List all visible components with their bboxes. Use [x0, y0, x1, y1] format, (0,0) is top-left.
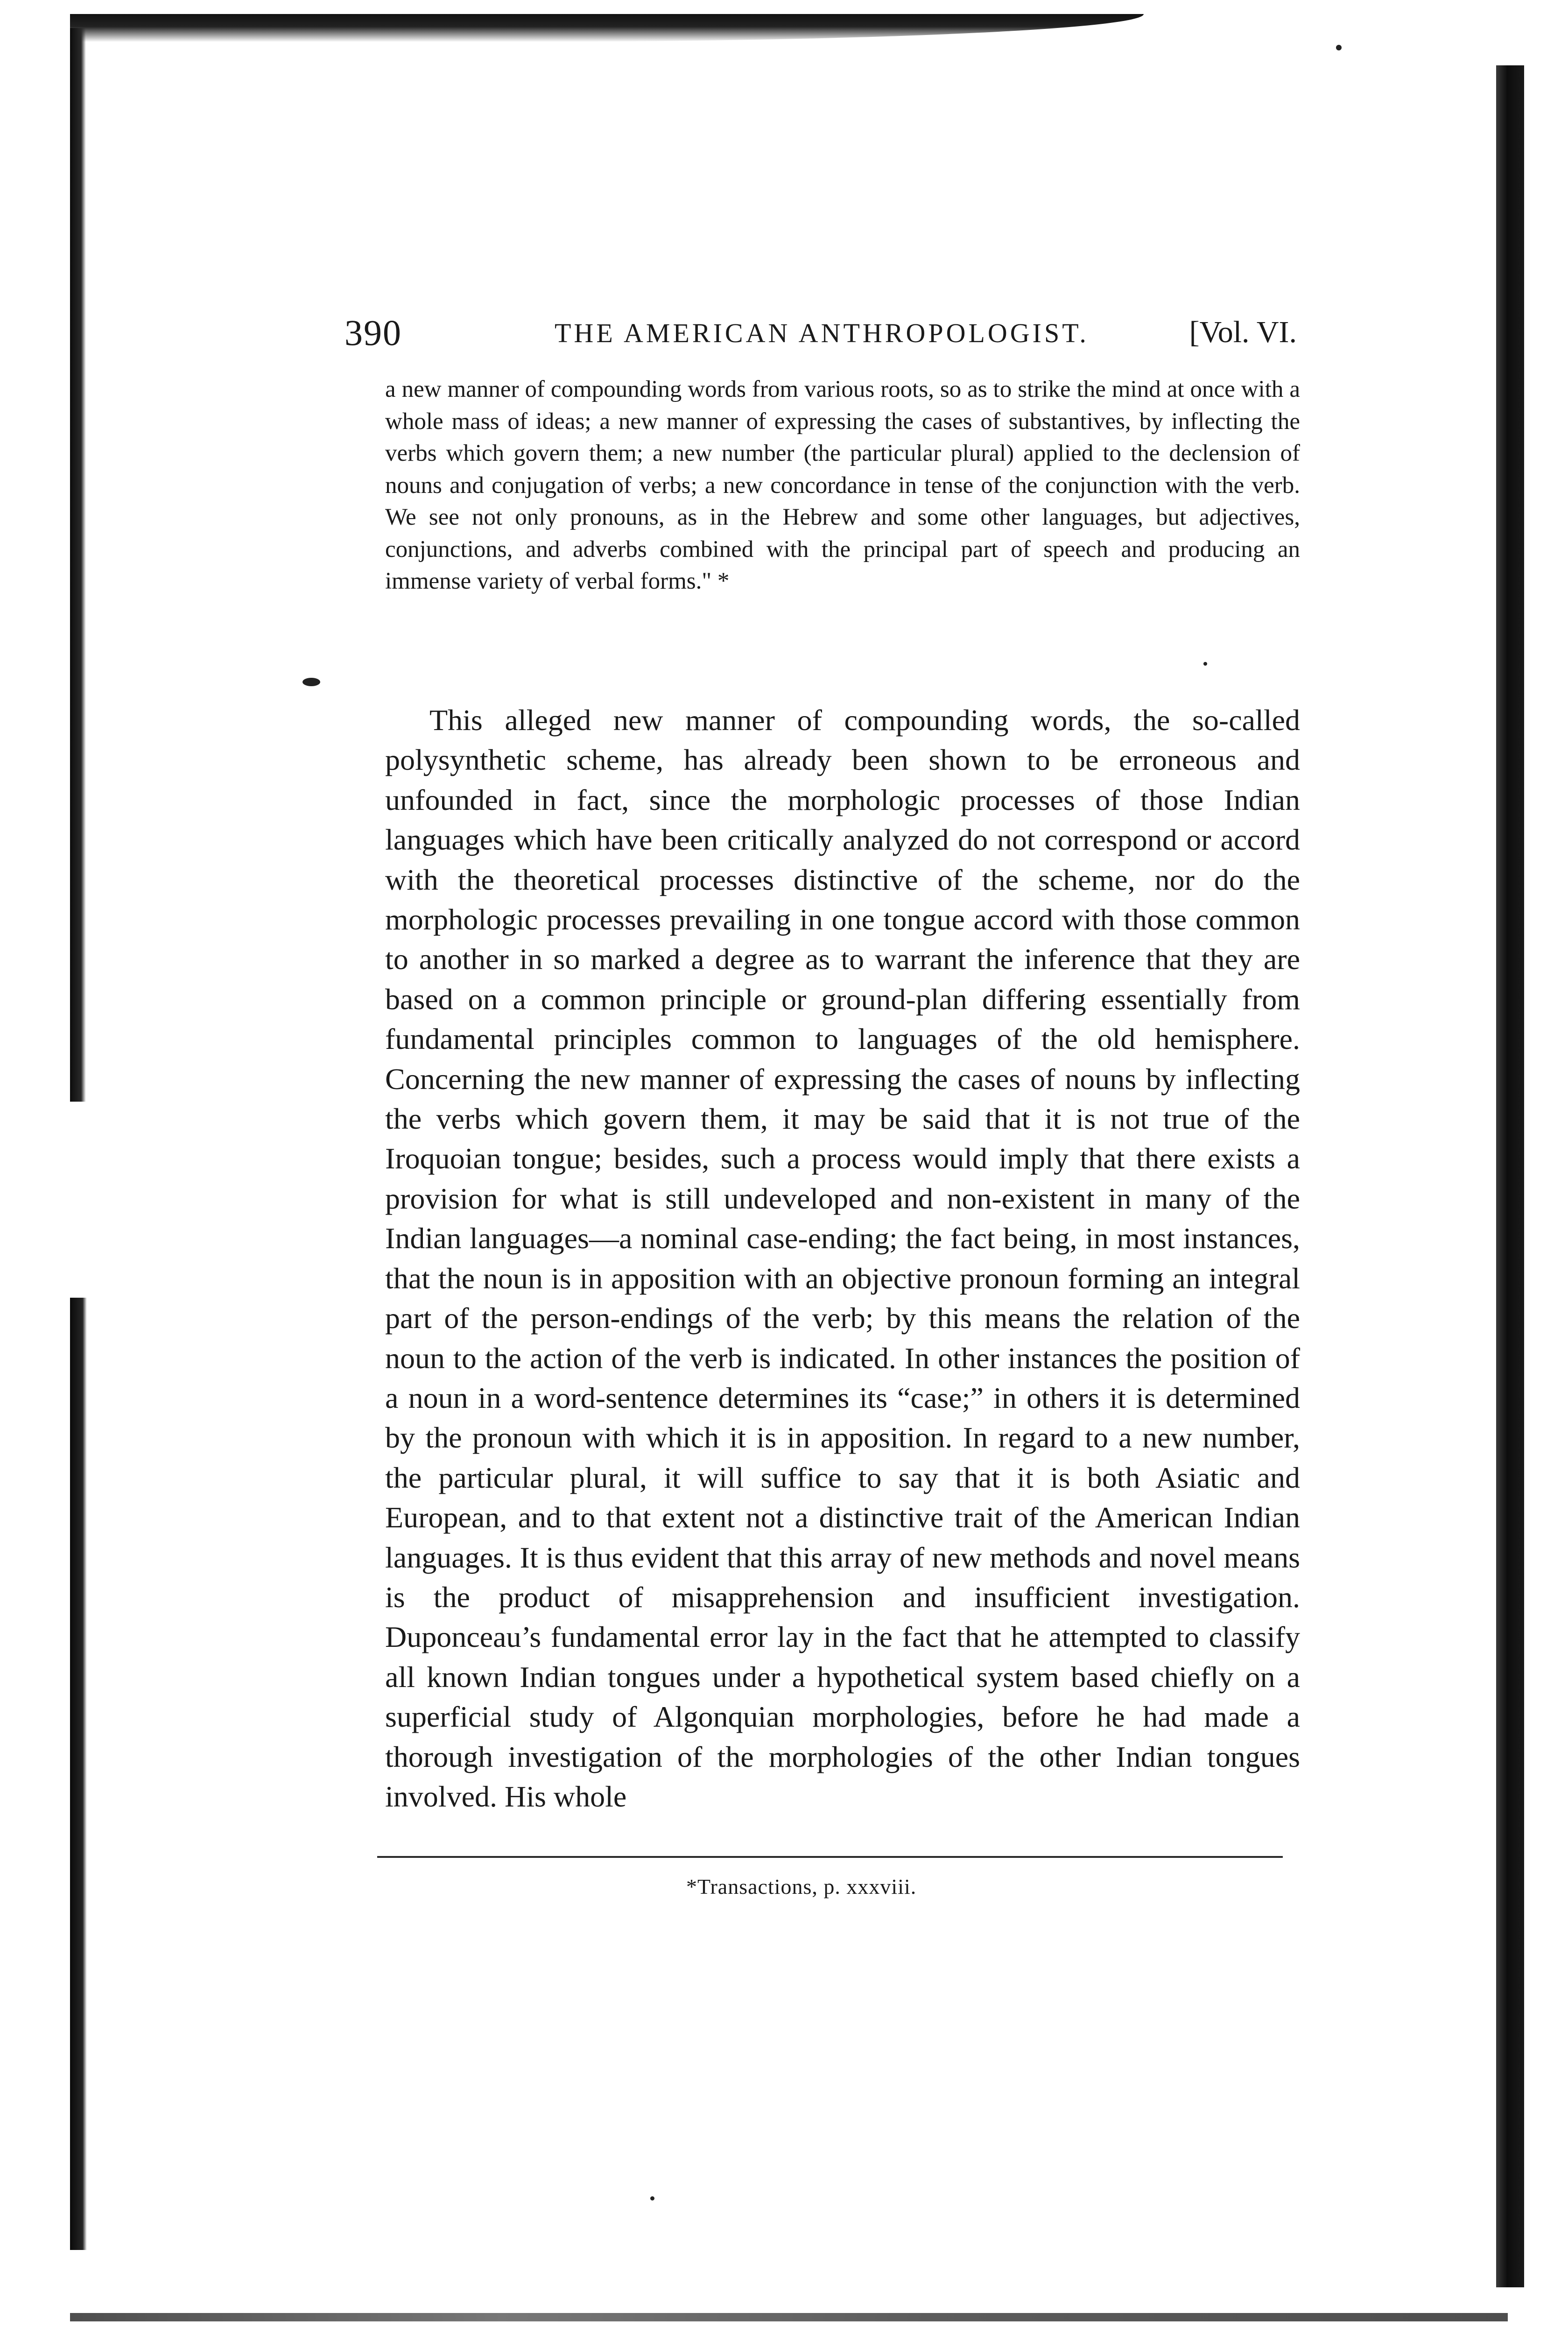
page-number: 390 — [345, 312, 402, 353]
scan-edge-bottom — [70, 2313, 1508, 2321]
scan-speck — [650, 2196, 654, 2200]
scan-edge-right — [1496, 65, 1524, 2287]
footnote-rule — [377, 1856, 1283, 1858]
scan-edge-left-upper — [70, 28, 86, 1102]
scan-speck — [1336, 45, 1342, 50]
scan-speck — [1203, 662, 1207, 666]
volume-label: [Vol. VI. — [1189, 315, 1297, 349]
journal-title: THE AMERICAN ANTHROPOLOGIST. — [555, 318, 1089, 348]
scan-speck — [302, 678, 320, 686]
scan-edge-left-lower — [70, 1298, 87, 2250]
body-paragraph: This alleged new manner of compounding words, the so-called polysynthetic scheme, has already been shown to be erroneous and unfounded in fact, since the morphologic processes of those Indian languages which have been critically analyzed do not correspond or accord with the theoretical processes distinctive of the scheme, nor do the morphologic processes prevailing in one tongue accord with those common to another in so marked a degree as to warrant the inference that they are based on a common principle or ground-plan differing essentially from fundamental principles common to languages of the old hemisphere. Concerning the new manner of expressing the cases of nouns by inflecting the verbs which govern them, it may be said that it is not true of the Iroquoian tongue; besides, such a process would imply that there exists a provision for what is still undeveloped and non-existent in many of the Indian languages—a nominal case-ending; the fact being, in most instances, that the noun is in apposition with an objective pronoun forming an integral part of the person-endings of the verb; by this means the relation of the noun to the action of the verb is indicated. In other instances the position of a noun in a word-sentence determines its “case;” in others it is determined by the pronoun with which it is in apposition. In regard to a new number, the particular plural, it will suffice to say that it is both Asiatic and European, and to that extent not a distinctive trait of the American Indian languages. It is thus evident that this array of new methods and novel means is the product of misapprehension and insufficient investigation. Duponceau’s fundamental error lay in the fact that he attempted to classify all known Indian tongues under a hypothetical system based chiefly on a superficial study of Algonquian morphologies, before he had made a thorough investigation of the morphologies of the other Indian tongues involved. His whole — [385, 703, 1300, 1813]
footnote: *Transactions, p. xxxviii. — [686, 1875, 917, 1898]
running-head — [345, 312, 1297, 359]
scan-edge-top — [70, 14, 1144, 42]
quoted-passage: a new manner of compounding words from various roots, so as to strike the mind at once with a whole mass of ideas; a new manner of expressing the cases of substantives, by inflecting the verbs which govern them; a new number (the particular plural) applied to the declension of nouns and conjugation of verbs; a new concordance in tense of the conjunction with the verb. We see not only pronouns, as in the Hebrew and some other languages, but adjectives, conjunctions, and adverbs combined with the principal part of speech and producing an immense variety of verbal forms." * — [385, 376, 1300, 594]
